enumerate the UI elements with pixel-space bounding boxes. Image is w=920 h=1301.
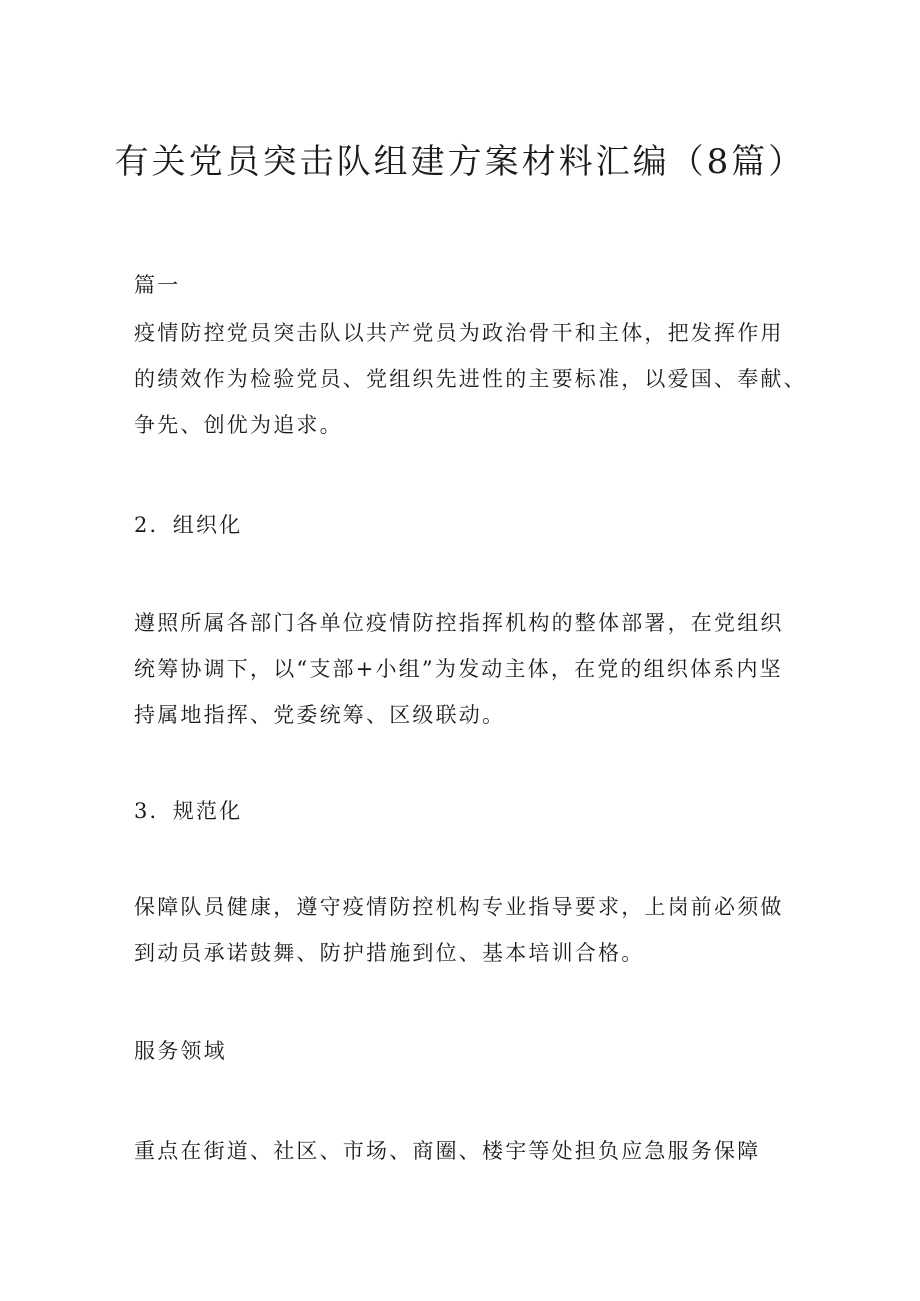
paragraph-line: 保障队员健康，遵守疫情防控机构专业指导要求，上岗前必须做 <box>134 895 784 919</box>
paragraph-line: 疫情防控党员突击队以共产党员为政治骨干和主体，把发挥作用 <box>134 321 784 345</box>
paragraph-standardization <box>134 884 814 976</box>
section-heading-service-areas: 服务领域 <box>134 1039 227 1063</box>
paragraph-organization <box>134 600 814 738</box>
paragraph-line: 遵照所属各部门各单位疫情防控指挥机构的整体部署，在党组织 <box>134 611 784 635</box>
paragraph-intro <box>134 310 814 448</box>
paragraph-service-areas <box>134 1128 814 1174</box>
paragraph-line: 统筹协调下，以“支部+小组”为发动主体，在党的组织体系内坚 <box>134 657 783 681</box>
paragraph-line: 重点在街道、社区、市场、商圈、楼宇等处担负应急服务保障 <box>134 1139 761 1163</box>
paragraph-line: 的绩效作为检验党员、党组织先进性的主要标准，以爱国、奉献、 <box>134 367 807 391</box>
section-heading-standardization: 3．规范化 <box>134 799 243 823</box>
section-heading-organization: 2．组织化 <box>134 513 243 537</box>
document-title: 有关党员突击队组建方案材料汇编（8篇） <box>114 142 806 182</box>
paragraph-line: 到动员承诺鼓舞、防护措施到位、基本培训合格。 <box>134 941 645 965</box>
paragraph-line: 争先、创优为追求。 <box>134 413 343 437</box>
paragraph-line: 持属地指挥、党委统筹、区级联动。 <box>134 703 506 727</box>
section-heading-part-one: 篇一 <box>134 273 181 297</box>
